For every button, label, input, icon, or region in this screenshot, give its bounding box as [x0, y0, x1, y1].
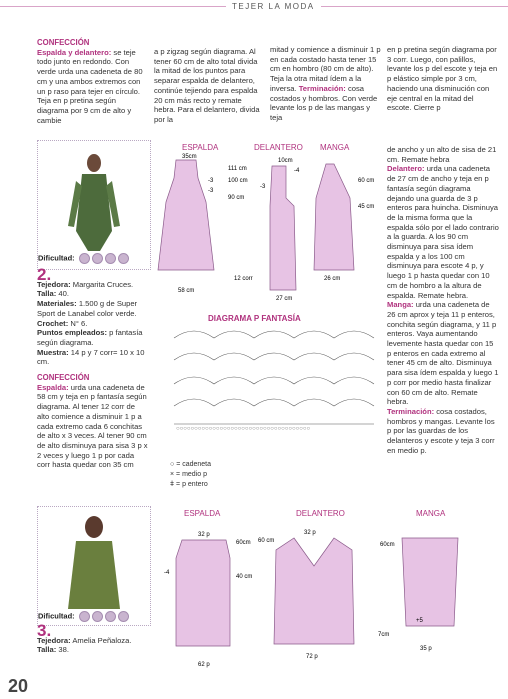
spec-line: Puntos empleados: p fantasía según diagrama.	[37, 328, 143, 347]
difficulty-label-2: Dificultad:	[38, 611, 75, 621]
delantero-piece	[270, 166, 296, 290]
spec-line: Muestra: 14 p y 7 corr= 10 x 10 cm.	[37, 347, 145, 367]
svg-text:27 cm: 27 cm	[276, 296, 293, 302]
spec-line: Tejedora: Margarita Cruces.	[37, 279, 134, 289]
terminacion-text-2: cosa costados, hombros y mangas. Levante los p por las guardas de los delanteros y escote y teja 3 corr en medio p.	[387, 406, 495, 455]
col4: en p pretina según diagrama por 3 corr. Luego, con palillos, levante los p del escote y teja en p elástico simple por 3 cm, haciendo una disminución con eje central en la mitad del escote. Cierre p	[387, 45, 498, 113]
model1-photo-frame	[37, 140, 151, 270]
stitch-diagram-title: DIAGRAMA P FANTASÍA	[208, 314, 301, 323]
svg-text:45 cm: 45 cm	[358, 204, 375, 210]
svg-text:12 corr: 12 corr	[234, 276, 253, 282]
model2-number: 3.	[37, 621, 52, 640]
col1	[37, 38, 149, 125]
difficulty-dot-4	[118, 253, 129, 264]
col3-text: mitad y comience a disminuir 1 p en cada costado hasta tener 15 cm en hombro (80 cm de alto). Teja la otra mitad ídem a la inversa.	[270, 45, 381, 93]
espalda-delantero-label: Espalda y delantero:	[37, 47, 112, 57]
svg-text:60cm: 60cm	[236, 540, 251, 546]
svg-text:62 p: 62 p	[198, 662, 210, 668]
difficulty-dot-3	[105, 253, 116, 264]
svg-text:10cm: 10cm	[278, 158, 293, 164]
model1-specs	[37, 265, 149, 470]
model1-number: 2.	[37, 265, 52, 284]
schematic-model2	[154, 142, 384, 302]
model1-photo	[38, 141, 150, 251]
stitch-legend	[170, 460, 260, 490]
svg-text:90 cm: 90 cm	[228, 195, 245, 201]
delantero-text: urda una cadeneta de 27 cm de ancho y teja en p fantasía según diagrama dejando una guarda de 3 p enteros para huincha. Disminuya de la misma forma que la espalda sólo por el lado contrario a la guarda. A los 90 cm disminuya para sisa ídem espalda y a los 100 cm disminuya para escote 4 p, y luego 1 p hasta quedar con 10 cm de hombro a la altura de espalda. Remate hebra.	[387, 164, 499, 300]
svg-text:+5: +5	[416, 618, 423, 624]
svg-text:72 p: 72 p	[306, 654, 318, 660]
delantero2-piece	[274, 538, 354, 644]
svg-text:ESPALDA: ESPALDA	[184, 509, 221, 518]
svg-text:-4: -4	[164, 570, 170, 576]
svg-text:26 cm: 26 cm	[324, 276, 341, 282]
svg-text:58 cm: 58 cm	[178, 288, 195, 294]
col1-text: se teje todo junto en redondo. Con verde urda una cadeneta de 80 cm y una ambos extremos con un p raso para tejer en círculo. Teja en p pretina según diagrama por 9 cm de alto y cambie	[37, 47, 143, 125]
col3-term-text: cosa costados y hombros. Con verde levante los p de las mangas y teja	[270, 83, 378, 122]
difficulty-dot-3	[105, 611, 116, 622]
svg-text:-3: -3	[260, 184, 266, 190]
page-number: 20	[8, 676, 29, 696]
svg-text:60cm: 60cm	[380, 542, 395, 548]
svg-text:40 cm: 40 cm	[236, 574, 253, 580]
espalda-label: Espalda:	[37, 382, 69, 392]
model2-difficulty	[38, 611, 129, 622]
manga-text: urda una cadeneta de 26 cm aprox y teja 11 p enteros, conchita según diagrama, y 11 p enteros. Vaya aumentando levemente hasta quedar con 15 p enteros en cada extremo al tener 45 cm de alto. Disminuya para sisa ídem espalda y luego 1 p corr por medio hasta finalizar con 60 cm de alto. Remate hebra.	[387, 300, 499, 407]
spec-line: Talla: 40.	[37, 289, 69, 299]
svg-text:-3: -3	[208, 188, 214, 194]
svg-text:DELANTERO: DELANTERO	[296, 509, 345, 518]
right-column	[387, 145, 499, 456]
header-title: TEJER LA MODA	[226, 2, 321, 11]
col3	[270, 45, 382, 123]
model2-photo-frame	[37, 506, 151, 626]
difficulty-dot-2	[92, 253, 103, 264]
confeccion-heading: CONFECCIÓN	[37, 38, 90, 47]
manga-piece	[314, 164, 354, 270]
schematic-model3	[154, 506, 500, 671]
model1-difficulty	[38, 253, 129, 264]
spec-line: Materiales: 1.500 g de Super Sport de Lanabel color verde.	[37, 299, 138, 318]
spec-line: Tejedora: Amelia Peñaloza.	[37, 635, 132, 645]
espalda-text: urda una cadeneta de 58 cm y teja en p fantasía según diagrama. Al tener 12 corr de alto comience a disminuir 1 p a cada extremo cada 6 conchitas de alto x 3 veces. Al tener 90 cm de alto disminuya para sisa 3 p x 2 veces y luego 1 p por cada corr hasta quedar con 35 cm	[37, 382, 148, 470]
delantero-label: Delantero:	[387, 164, 425, 174]
manga2-piece	[402, 538, 458, 626]
svg-text:○○○○○○○○○○○○○○○○○○○○○○○○○○○○○○: ○○○○○○○○○○○○○○○○○○○○○○○○○○○○○○○○○○○○○	[176, 426, 311, 432]
spec-line: Crochet: N° 6.	[37, 318, 88, 328]
stitch-diagram	[170, 326, 382, 434]
svg-text:60 cm: 60 cm	[258, 538, 275, 544]
difficulty-dot-4	[118, 611, 129, 622]
difficulty-label: Dificultad:	[38, 253, 75, 263]
schem1-title-manga: MANGA	[320, 143, 350, 152]
right-intro: de ancho y un alto de sisa de 21 cm. Remate hebra	[387, 145, 497, 164]
page-header	[0, 0, 508, 14]
schem1-title-espalda: ESPALDA	[182, 143, 219, 152]
spec-line: Talla: 38.	[37, 645, 69, 655]
legend-medio-p: × = medio p	[170, 471, 207, 478]
col2: a p zigzag según diagrama. Al tener 60 cm de alto total divida la mitad de los puntos para separar espalda de delantero, continúe tejiendo para espalda 20 cm más recto y remate hebra. Para el delantero, divida por la	[154, 47, 260, 124]
espalda-piece	[158, 160, 214, 270]
difficulty-dot-2	[92, 611, 103, 622]
svg-text:100 cm: 100 cm	[228, 178, 248, 184]
difficulty-dot-1	[79, 253, 90, 264]
svg-text:MANGA: MANGA	[416, 509, 446, 518]
svg-text:35 p: 35 p	[420, 646, 432, 652]
model2-photo	[38, 507, 150, 609]
difficulty-dot-1	[79, 611, 90, 622]
confeccion-heading-2: CONFECCIÓN	[37, 373, 90, 383]
legend-cadeneta: ○ = cadeneta	[170, 461, 212, 468]
model2-specs	[37, 621, 149, 655]
svg-text:60 cm: 60 cm	[358, 178, 375, 184]
svg-text:32 p: 32 p	[304, 530, 316, 536]
svg-text:32 p: 32 p	[198, 532, 210, 538]
svg-text:35cm: 35cm	[182, 154, 197, 160]
svg-text:-3: -3	[208, 178, 214, 184]
terminacion-label: Terminación:	[298, 83, 346, 93]
manga-label: Manga:	[387, 300, 414, 310]
espalda2-piece	[176, 540, 230, 646]
legend-p-entero: ǂ = p entero	[170, 481, 208, 488]
schem1-title-delantero: DELANTERO	[254, 143, 303, 152]
svg-text:7cm: 7cm	[378, 632, 390, 638]
svg-text:-4: -4	[294, 168, 300, 174]
svg-text:111 cm: 111 cm	[228, 166, 247, 172]
terminacion-label-2: Terminación:	[387, 406, 435, 416]
